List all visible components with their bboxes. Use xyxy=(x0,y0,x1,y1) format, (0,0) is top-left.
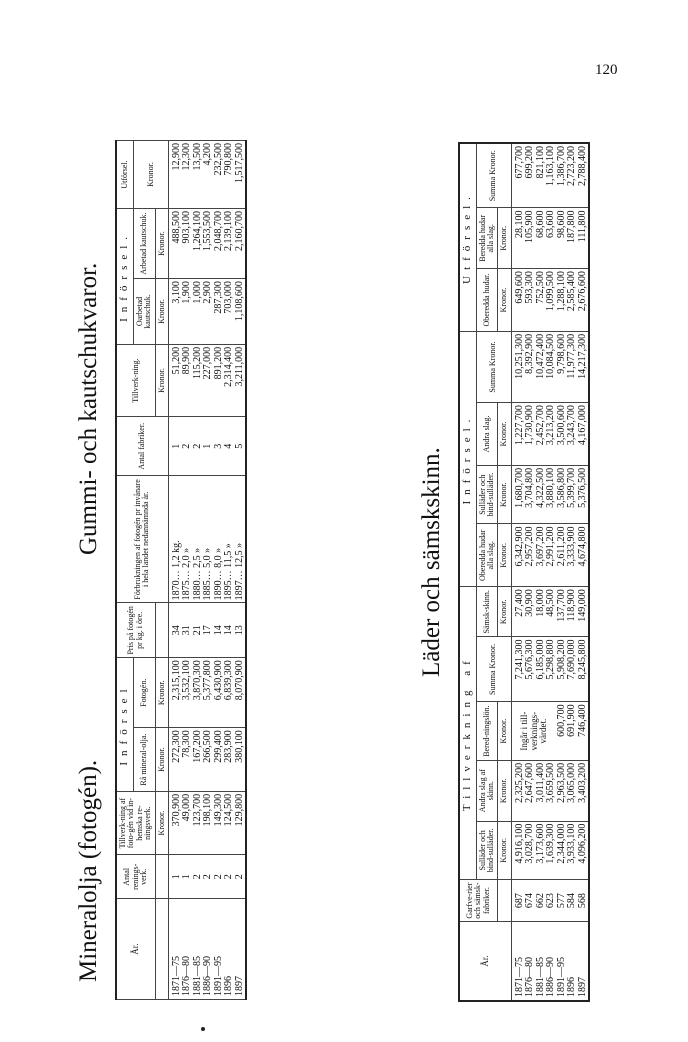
cell-utf: 12,300 xyxy=(182,141,193,209)
cell-ar: 1891—95 xyxy=(214,899,225,1000)
lader-section xyxy=(418,142,668,1002)
cell-garf: 584 xyxy=(567,880,578,922)
cell-uober: 1,288,100 xyxy=(557,269,568,332)
cell-andra2: 1,730,900 xyxy=(525,403,536,466)
cell-sull2: 1,680,700 xyxy=(511,465,525,524)
cell-oarb: 1,000 xyxy=(193,279,204,345)
cell-pris: 21 xyxy=(193,603,204,658)
cell-garf: 623 xyxy=(546,880,557,922)
cell-ar: 1886—90 xyxy=(546,922,557,1002)
cell-ar: 1897 xyxy=(235,899,247,1000)
cell-ra: 283,900 xyxy=(224,728,235,792)
cell-antal: 2 xyxy=(193,855,204,899)
cell-pris: 14 xyxy=(214,603,225,658)
col-oberedda: Oberedda hudar alla slag. xyxy=(476,524,498,587)
cell-fab: 1 xyxy=(168,417,182,476)
col-utforsel: Utförsel. xyxy=(459,143,476,331)
cell-antal: 2 xyxy=(203,855,214,899)
cell-sul: 3,173,600 xyxy=(536,821,547,880)
table-row xyxy=(511,143,525,1001)
cell-uober: 1,099,500 xyxy=(546,269,557,332)
col-summa2: Summa Kronor. xyxy=(476,331,511,402)
col-forbrukning: Förbrukningen af fotogén pr invånare i hela landet nedannämnda år. xyxy=(116,476,168,603)
cell-sull2: 3,704,800 xyxy=(525,465,536,524)
col-sull2: Sulläder och bind-sulläder. xyxy=(476,465,498,524)
cell-ober: 6,342,900 xyxy=(511,524,525,587)
cell-ar: 1897 xyxy=(578,922,590,1002)
cell-pris: 14 xyxy=(224,603,235,658)
mineralolja-body xyxy=(168,141,246,1000)
cell-ober: 4,674,800 xyxy=(578,524,590,587)
cell-oarb: 3,100 xyxy=(168,279,182,345)
col-arbetad: Arbetad kautschuk. xyxy=(133,209,155,279)
cell-andra: 2,647,600 xyxy=(525,760,536,821)
cell-andra: 3,011,400 xyxy=(536,760,547,821)
cell-garf: 662 xyxy=(536,880,547,922)
cell-andra: 3,659,500 xyxy=(546,760,557,821)
cell-andra: 2,963,500 xyxy=(557,760,568,821)
cell-forb: 1885… 5,0 » xyxy=(203,476,214,603)
cell-utf: 13,500 xyxy=(193,141,204,209)
cell-summa: 5,908,200 xyxy=(557,637,568,702)
table-row xyxy=(235,141,247,1000)
cell-bered: 691,900 xyxy=(567,702,578,761)
cell-fab: 4 xyxy=(224,417,235,476)
cell-summa: 7,241,300 xyxy=(511,637,525,702)
cell-forb: 1897… 12,5 » xyxy=(235,476,247,603)
col-samskskinn: Sämsk-skinn. xyxy=(476,587,498,637)
cell-bered: 746,400 xyxy=(578,702,590,761)
cell-summa: 6,185,000 xyxy=(536,637,547,702)
col-tillverk2: Tillverk-ning. xyxy=(116,344,155,416)
cell-fab: 2 xyxy=(182,417,193,476)
cell-sul: 3,028,700 xyxy=(525,821,536,880)
cell-forb: 1895… 11,5 » xyxy=(224,476,235,603)
cell-usum: 821,100 xyxy=(536,143,547,208)
cell-sul: 2,344,000 xyxy=(557,821,568,880)
cell-utf: 4,200 xyxy=(203,141,214,209)
col-oarbetad: Oarbetad kautschuk. xyxy=(133,279,155,345)
col-fotogen: Fotogén. xyxy=(133,658,155,728)
cell-usum: 1,163,100 xyxy=(546,143,557,208)
cell-garf: 674 xyxy=(525,880,536,922)
mineralolja-table xyxy=(115,140,247,1000)
cell-summa2: 14,217,300 xyxy=(578,331,590,402)
mineralolja-title: Mineralolja (fotogén). xyxy=(75,759,102,982)
cell-uber: 28,100 xyxy=(511,208,525,269)
cell-summa: 7,690,000 xyxy=(567,637,578,702)
cell-uober: 649,600 xyxy=(511,269,525,332)
gummi-title: Gummi- och kautschukvaror. xyxy=(75,262,102,555)
cell-fotogen: 6,839,300 xyxy=(224,658,235,728)
page-number: 120 xyxy=(595,62,618,78)
cell-ober: 2,957,200 xyxy=(525,524,536,587)
cell-ar: 1871—75 xyxy=(168,899,182,1000)
cell-ra: 299,400 xyxy=(214,728,225,792)
cell-utf: 790,800 xyxy=(224,141,235,209)
cell-antal: 1 xyxy=(182,855,193,899)
cell-ar: 1896 xyxy=(567,922,578,1002)
cell-usum: 2,788,400 xyxy=(578,143,590,208)
cell-sull2: 4,322,500 xyxy=(536,465,547,524)
cell-andra: 3,403,200 xyxy=(578,760,590,821)
cell-andra: 2,325,200 xyxy=(511,760,525,821)
table-row xyxy=(578,143,590,1001)
cell-uber: 98,600 xyxy=(557,208,568,269)
margin-dot xyxy=(201,1027,205,1031)
cell-tillverk: 49,000 xyxy=(182,791,193,855)
unit-kronor: Kronor. xyxy=(498,702,511,761)
col-utforsel: Utförsel. xyxy=(116,141,133,209)
col-inforsel: Införsel. xyxy=(459,331,476,586)
cell-utf: 232,500 xyxy=(214,141,225,209)
cell-uber: 187,800 xyxy=(567,208,578,269)
col-ra: Rå mineral-olja. xyxy=(133,728,155,792)
cell-tillverk: 198,100 xyxy=(203,791,214,855)
unit-kronor: Kronor. xyxy=(155,279,168,345)
cell-oarb: 287,300 xyxy=(214,279,225,345)
col-andra-slag: Andra slag. xyxy=(476,403,498,466)
cell-till: 89,900 xyxy=(182,344,193,416)
cell-ober: 2,991,200 xyxy=(546,524,557,587)
cell-ober: 2,611,200 xyxy=(557,524,568,587)
cell-ra: 266,500 xyxy=(203,728,214,792)
cell-ar: 1881—85 xyxy=(193,899,204,1000)
cell-samsk: 30,900 xyxy=(525,587,536,637)
cell-bered: 600,700 xyxy=(557,702,568,761)
cell-arb: 2,048,700 xyxy=(214,209,225,279)
cell-oarb: 1,900 xyxy=(182,279,193,345)
cell-tillverk: 129,800 xyxy=(235,791,247,855)
cell-arb: 1,553,500 xyxy=(203,209,214,279)
cell-uober: 593,300 xyxy=(525,269,536,332)
cell-ra: 78,300 xyxy=(182,728,193,792)
cell-samsk: 27,400 xyxy=(511,587,525,637)
col-oberedda-hudar: Oberedda hudar. xyxy=(476,269,498,332)
mineralolja-section xyxy=(75,140,335,1000)
col-tillverk: Tillverk-ning af foto-gén vid in-hemska re-ningsverk. xyxy=(116,791,155,855)
cell-arb: 2,160,700 xyxy=(235,209,247,279)
cell-antal: 1 xyxy=(168,855,182,899)
cell-summa2: 8,392,900 xyxy=(525,331,536,402)
col-garfverier: Garfve-rier och sämsk-fabriker. xyxy=(459,880,498,922)
cell-usum: 2,723,200 xyxy=(567,143,578,208)
cell-ar: 1881—85 xyxy=(536,922,547,1002)
unit-kronor: Kronor. xyxy=(498,821,511,880)
cell-garf: 568 xyxy=(578,880,590,922)
unit-kronor: Kronor. xyxy=(498,269,511,332)
cell-andra: 3,065,000 xyxy=(567,760,578,821)
col-antal: Antal renings-verk. xyxy=(116,855,155,899)
cell-utf: 1,517,500 xyxy=(235,141,247,209)
cell-forb: 1880… 2,5 » xyxy=(193,476,204,603)
unit-blank xyxy=(498,880,511,922)
cell-uober: 2,676,600 xyxy=(578,269,590,332)
col-inforsel2: Införsel. xyxy=(116,209,133,345)
cell-samsk: 18,000 xyxy=(536,587,547,637)
cell-summa: 5,676,300 xyxy=(525,637,536,702)
cell-summa2: 10,472,400 xyxy=(536,331,547,402)
unit-kronor: Kronor. xyxy=(155,658,168,728)
cell-uber: 63,600 xyxy=(546,208,557,269)
cell-andra2: 1,227,700 xyxy=(511,403,525,466)
unit-kronor: Kronor. xyxy=(155,728,168,792)
cell-sul: 4,916,100 xyxy=(511,821,525,880)
unit-kronor: Kronor. xyxy=(155,791,168,855)
unit-kronor: Kronor. xyxy=(498,587,511,637)
lader-body xyxy=(511,143,589,1001)
cell-till: 3,211,000 xyxy=(235,344,247,416)
col-summa: Summa Kronor. xyxy=(476,637,511,702)
cell-samsk: 118,900 xyxy=(567,587,578,637)
cell-garf: 577 xyxy=(557,880,568,922)
cell-ober: 3,333,900 xyxy=(567,524,578,587)
cell-samsk: 48,500 xyxy=(546,587,557,637)
cell-tillverk: 124,500 xyxy=(224,791,235,855)
cell-antal: 2 xyxy=(224,855,235,899)
cell-sull2: 5,376,500 xyxy=(578,465,590,524)
cell-garf: 687 xyxy=(511,880,525,922)
col-tillverkning: Tillverkning af xyxy=(459,587,476,880)
cell-sull2: 5,399,700 xyxy=(567,465,578,524)
cell-fotogen: 6,430,900 xyxy=(214,658,225,728)
unit-kronor: Kronor. xyxy=(498,524,511,587)
cell-ra: 167,200 xyxy=(193,728,204,792)
cell-till: 115,200 xyxy=(193,344,204,416)
unit-blank xyxy=(155,899,168,1000)
cell-andra2: 3,213,200 xyxy=(546,403,557,466)
cell-uober: 2,585,400 xyxy=(567,269,578,332)
cell-ra: 380,100 xyxy=(235,728,247,792)
col-beredda: Beredda hudar alla slag. xyxy=(476,208,498,269)
cell-summa2: 10,251,300 xyxy=(511,331,525,402)
cell-uber: 68,600 xyxy=(536,208,547,269)
cell-samsk: 137,700 xyxy=(557,587,568,637)
cell-arb: 1,264,100 xyxy=(193,209,204,279)
col-pris: Pris på fotogén pr kg. i öre. xyxy=(116,603,155,658)
cell-uober: 752,500 xyxy=(536,269,547,332)
cell-sul: 4,096,200 xyxy=(578,821,590,880)
cell-usum: 699,200 xyxy=(525,143,536,208)
cell-ober: 3,697,200 xyxy=(536,524,547,587)
cell-sul: 3,933,100 xyxy=(567,821,578,880)
unit-kronor: Kronor. xyxy=(133,141,168,209)
cell-tillverk: 370,900 xyxy=(168,791,182,855)
cell-fab: 5 xyxy=(235,417,247,476)
cell-oarb: 1,108,600 xyxy=(235,279,247,345)
cell-arb: 2,139,100 xyxy=(224,209,235,279)
cell-utf: 12,900 xyxy=(168,141,182,209)
cell-usum: 677,700 xyxy=(511,143,525,208)
cell-fab: 1 xyxy=(203,417,214,476)
col-inforsel: Införsel xyxy=(116,658,133,792)
cell-ar: 1896 xyxy=(224,899,235,1000)
cell-uber: 105,900 xyxy=(525,208,536,269)
cell-antal: 2 xyxy=(235,855,247,899)
unit-kronor: Kronor. xyxy=(155,209,168,279)
cell-ar: 1871—75 xyxy=(511,922,525,1002)
cell-fotogen: 3,532,100 xyxy=(182,658,193,728)
cell-andra2: 4,167,000 xyxy=(578,403,590,466)
cell-pris: 13 xyxy=(235,603,247,658)
cell-andra2: 3,243,700 xyxy=(567,403,578,466)
cell-oarb: 703,000 xyxy=(224,279,235,345)
cell-sull2: 3,880,100 xyxy=(546,465,557,524)
cell-summa2: 9,798,600 xyxy=(557,331,568,402)
cell-ar: 1886—90 xyxy=(203,899,214,1000)
cell-ar: 1891—95 xyxy=(557,922,568,1002)
cell-pris: 17 xyxy=(203,603,214,658)
cell-ar: 1876—80 xyxy=(525,922,536,1002)
cell-fotogen: 8,070,900 xyxy=(235,658,247,728)
unit-kronor: Kronor. xyxy=(498,760,511,821)
cell-usum: 1,386,700 xyxy=(557,143,568,208)
bered-note: Ingår i till-verknings-värdet. xyxy=(511,702,557,761)
cell-pris: 34 xyxy=(168,603,182,658)
cell-uber: 111,800 xyxy=(578,208,590,269)
col-ar: År. xyxy=(459,922,511,1002)
cell-oarb: 2,900 xyxy=(203,279,214,345)
cell-pris: 31 xyxy=(182,603,193,658)
cell-fab: 3 xyxy=(214,417,225,476)
cell-till: 2,314,400 xyxy=(224,344,235,416)
cell-summa2: 11,977,300 xyxy=(567,331,578,402)
col-summa3: Summa Kronor. xyxy=(476,143,511,208)
unit-blank xyxy=(155,603,168,658)
cell-summa: 8,245,800 xyxy=(578,637,590,702)
cell-andra2: 2,452,700 xyxy=(536,403,547,466)
cell-arb: 488,500 xyxy=(168,209,182,279)
unit-blank xyxy=(155,855,168,899)
col-andra: Andra slag af skinn. xyxy=(476,760,498,821)
cell-ar: 1876—80 xyxy=(182,899,193,1000)
col-antal-fab: Antal fabriker. xyxy=(116,417,168,476)
lader-table xyxy=(458,142,590,1002)
cell-fotogen: 5,377,800 xyxy=(203,658,214,728)
unit-kronor: Kronor. xyxy=(498,465,511,524)
col-ar: År. xyxy=(116,899,155,1000)
cell-tillverk: 123,700 xyxy=(193,791,204,855)
cell-samsk: 149,000 xyxy=(578,587,590,637)
cell-summa: 5,298,800 xyxy=(546,637,557,702)
unit-kronor: Kronor. xyxy=(498,208,511,269)
cell-fab: 2 xyxy=(193,417,204,476)
cell-till: 227,000 xyxy=(203,344,214,416)
table-row xyxy=(168,141,182,1000)
col-bered: Bered-ningslön. xyxy=(476,702,498,761)
cell-forb: 1875… 2,0 » xyxy=(182,476,193,603)
cell-sul: 1,639,300 xyxy=(546,821,557,880)
cell-sull2: 3,586,800 xyxy=(557,465,568,524)
cell-fotogen: 3,870,300 xyxy=(193,658,204,728)
cell-summa2: 10,084,500 xyxy=(546,331,557,402)
cell-antal: 2 xyxy=(214,855,225,899)
lader-title: Läder och sämskskinn. xyxy=(418,447,445,677)
cell-fotogen: 2,315,100 xyxy=(168,658,182,728)
cell-tillverk: 149,300 xyxy=(214,791,225,855)
cell-forb: 1870… 1,2 kg. xyxy=(168,476,182,603)
cell-forb: 1890… 8,0 » xyxy=(214,476,225,603)
cell-till: 891,200 xyxy=(214,344,225,416)
cell-andra2: 3,500,600 xyxy=(557,403,568,466)
cell-arb: 903,100 xyxy=(182,209,193,279)
unit-kronor: Kronor. xyxy=(498,403,511,466)
cell-till: 51,200 xyxy=(168,344,182,416)
unit-kronor: Kronor. xyxy=(155,344,168,416)
col-sullader: Sulläder och bind-sulläder. xyxy=(476,821,498,880)
cell-ra: 272,300 xyxy=(168,728,182,792)
